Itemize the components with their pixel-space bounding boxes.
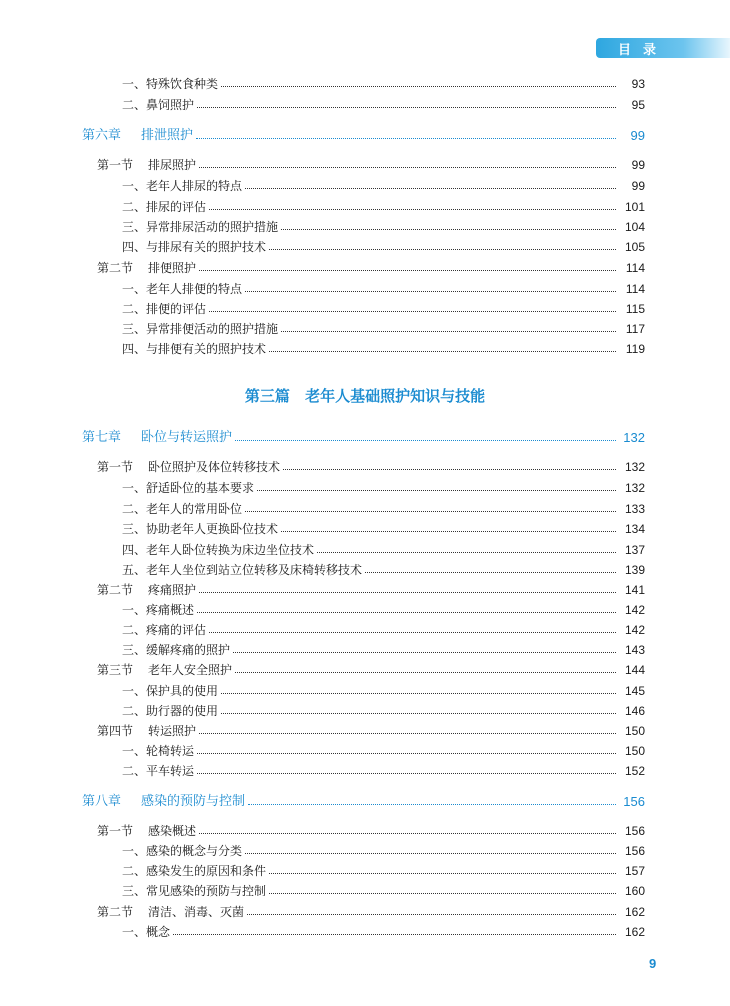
toc-item-row[interactable] <box>0 299 730 319</box>
dot-leader <box>245 511 616 512</box>
toc-item-row[interactable] <box>0 217 730 237</box>
toc-item-label: 五、老年人坐位到站立位转移及床椅转移技术 <box>122 563 363 577</box>
toc-page-number: 150 <box>624 744 645 758</box>
dot-leader <box>269 873 616 874</box>
section-title: 排便照护 <box>148 261 197 275</box>
toc-chapter-heading <box>0 428 232 448</box>
dot-leader <box>199 592 616 593</box>
header-label: 目录 <box>618 43 669 58</box>
toc-item-label: 二、排尿的评估 <box>122 200 207 214</box>
toc-item-row[interactable] <box>0 761 730 781</box>
dot-leader <box>269 351 616 352</box>
toc-item-label: 二、老年人的常用卧位 <box>122 502 243 516</box>
toc-item-row[interactable] <box>0 881 730 901</box>
toc-section-row[interactable] <box>0 821 730 841</box>
toc-section-heading <box>0 155 196 175</box>
dot-leader <box>199 833 616 834</box>
dot-leader <box>235 672 616 673</box>
toc-item-label: 一、概念 <box>122 925 171 939</box>
section-title: 卧位照护及体位转移技术 <box>148 460 281 474</box>
toc-page-number: 160 <box>624 884 645 898</box>
toc-item-row[interactable] <box>0 279 730 299</box>
dot-leader <box>247 914 616 915</box>
chapter-number: 第七章 <box>82 430 122 445</box>
toc-item-label: 一、保护具的使用 <box>122 684 219 698</box>
toc-item-row[interactable] <box>0 74 730 94</box>
toc-chapter-row[interactable] <box>0 428 730 448</box>
dot-leader <box>245 188 616 189</box>
toc-page-number: 150 <box>624 724 645 738</box>
toc-item-label: 二、平车转运 <box>122 764 195 778</box>
dot-leader <box>209 311 616 312</box>
toc-page-number: 132 <box>623 430 645 445</box>
dot-leader <box>199 270 616 271</box>
section-number: 第一节 <box>97 158 134 172</box>
toc-page-number: 132 <box>624 481 645 495</box>
toc-item-row[interactable] <box>0 922 730 942</box>
toc-item-label: 一、特殊饮食种类 <box>122 77 219 91</box>
dot-leader <box>257 490 616 491</box>
toc-page-number: 156 <box>624 844 645 858</box>
dot-leader <box>281 229 616 230</box>
page-number: 9 <box>649 956 657 971</box>
toc-page-number: 104 <box>624 220 645 234</box>
toc-page-number: 99 <box>630 128 645 143</box>
toc-section-row[interactable] <box>0 721 730 741</box>
section-title: 老年人安全照护 <box>148 663 233 677</box>
part-title: 第三篇 老年人基础照护知识与技能 <box>244 387 486 405</box>
dot-leader <box>245 853 616 854</box>
toc-section-row[interactable] <box>0 580 730 600</box>
chapter-title: 卧位与转运照护 <box>141 430 233 445</box>
toc-page-number: 99 <box>631 179 645 193</box>
section-number: 第四节 <box>97 724 134 738</box>
toc-item-label: 二、疼痛的评估 <box>122 623 207 637</box>
toc-item-label: 四、老年人卧位转换为床边坐位技术 <box>122 543 315 557</box>
toc-page-number: 95 <box>631 98 645 112</box>
toc-item-label: 四、与排便有关的照护技术 <box>122 342 267 356</box>
toc-item-row[interactable] <box>0 237 730 257</box>
dot-leader <box>245 291 616 292</box>
toc-chapter-heading <box>0 792 245 812</box>
toc-item-row[interactable] <box>0 499 730 519</box>
toc-page-number: 145 <box>624 684 645 698</box>
dot-leader <box>221 713 616 714</box>
toc-page-number: 99 <box>631 158 645 172</box>
dot-leader <box>199 733 616 734</box>
toc-page-number: 105 <box>624 240 645 254</box>
toc-item-label: 三、缓解疼痛的照护 <box>122 643 231 657</box>
toc-section-heading <box>0 902 244 922</box>
toc-page-number: 156 <box>624 824 645 838</box>
toc-page-number: 137 <box>624 543 645 557</box>
toc-page-number: 157 <box>624 864 645 878</box>
dot-leader <box>365 572 616 573</box>
toc-page-number: 114 <box>625 261 645 275</box>
toc-page-number: 142 <box>624 603 645 617</box>
toc-item-row[interactable] <box>0 701 730 721</box>
chapter-number: 第八章 <box>82 794 122 809</box>
toc-page-number: 117 <box>625 322 645 336</box>
toc-page-number: 156 <box>623 794 645 809</box>
toc-page-number: 133 <box>624 502 645 516</box>
section-number: 第二节 <box>97 583 134 597</box>
toc-item-label: 三、异常排尿活动的照护措施 <box>122 220 279 234</box>
toc-item-label: 一、老年人排便的特点 <box>122 282 243 296</box>
chapter-title: 感染的预防与控制 <box>141 794 246 809</box>
toc-item-row[interactable] <box>0 741 730 761</box>
toc-item-row[interactable] <box>0 540 730 560</box>
section-title: 疼痛照护 <box>148 583 197 597</box>
dot-leader <box>283 469 616 470</box>
toc-section-heading <box>0 258 196 278</box>
section-number: 第二节 <box>97 905 134 919</box>
toc-section-heading <box>0 660 232 680</box>
dot-leader <box>209 632 616 633</box>
dot-leader <box>233 652 616 653</box>
toc-item-row[interactable] <box>0 861 730 881</box>
toc-item-label: 三、协助老年人更换卧位技术 <box>122 522 279 536</box>
toc-page-number: 115 <box>625 302 645 316</box>
dot-leader <box>248 804 616 805</box>
toc-page-number: 101 <box>624 200 645 214</box>
chapter-number: 第六章 <box>82 128 122 143</box>
toc-item-label: 二、排便的评估 <box>122 302 207 316</box>
section-title: 转运照护 <box>148 724 197 738</box>
toc-item-label: 二、感染发生的原因和条件 <box>122 864 267 878</box>
dot-leader <box>269 893 616 894</box>
toc-section-heading <box>0 457 280 477</box>
toc-item-row[interactable] <box>0 681 730 701</box>
toc-item-row[interactable] <box>0 841 730 861</box>
toc-page-number: 119 <box>625 342 645 356</box>
toc-page-number: 134 <box>624 522 645 536</box>
toc-page-number: 132 <box>624 460 645 474</box>
toc-item-row[interactable] <box>0 519 730 539</box>
toc-page-number: 114 <box>625 282 645 296</box>
toc-chapter-heading <box>0 126 193 146</box>
dot-leader <box>199 167 616 168</box>
toc-item-label: 一、老年人排尿的特点 <box>122 179 243 193</box>
toc-page-number: 162 <box>624 905 645 919</box>
chapter-title: 排泄照护 <box>141 128 194 143</box>
toc-item-row[interactable] <box>0 197 730 217</box>
toc-section-row[interactable] <box>0 457 730 477</box>
toc-item-label: 一、轮椅转运 <box>122 744 195 758</box>
toc-item-row[interactable] <box>0 560 730 580</box>
dot-leader <box>317 552 616 553</box>
toc-item-label: 二、助行器的使用 <box>122 704 219 718</box>
dot-leader <box>235 440 616 441</box>
dot-leader <box>281 331 616 332</box>
toc-item-row[interactable] <box>0 640 730 660</box>
dot-leader <box>196 138 616 139</box>
toc-page-number: 142 <box>624 623 645 637</box>
toc-item-row[interactable] <box>0 478 730 498</box>
toc-section-row[interactable] <box>0 155 730 175</box>
dot-leader <box>173 934 616 935</box>
toc-page-number: 143 <box>624 643 645 657</box>
toc-item-label: 一、感染的概念与分类 <box>122 844 243 858</box>
toc-item-label: 一、疼痛概述 <box>122 603 195 617</box>
section-number: 第三节 <box>97 663 134 677</box>
section-title: 清洁、消毒、灭菌 <box>148 905 245 919</box>
toc-item-row[interactable] <box>0 95 730 115</box>
toc-item-label: 一、舒适卧位的基本要求 <box>122 481 255 495</box>
toc-section-heading <box>0 721 196 741</box>
section-title: 排尿照护 <box>148 158 197 172</box>
toc-item-row[interactable] <box>0 600 730 620</box>
dot-leader <box>209 209 616 210</box>
toc-page-number: 141 <box>624 583 645 597</box>
dot-leader <box>197 773 616 774</box>
section-number: 第二节 <box>97 261 134 275</box>
toc-section-row[interactable] <box>0 902 730 922</box>
toc-item-label: 四、与排尿有关的照护技术 <box>122 240 267 254</box>
toc-chapter-row[interactable] <box>0 126 730 146</box>
toc-item-row[interactable] <box>0 339 730 359</box>
dot-leader <box>281 531 616 532</box>
toc-chapter-row[interactable] <box>0 792 730 812</box>
toc-page-number: 146 <box>624 704 645 718</box>
dot-leader <box>269 249 616 250</box>
dot-leader <box>221 693 616 694</box>
toc-section-row[interactable] <box>0 258 730 278</box>
dot-leader <box>197 753 616 754</box>
toc-page-number: 144 <box>624 663 645 677</box>
dot-leader <box>197 107 616 108</box>
toc-page-number: 139 <box>624 563 645 577</box>
toc-section-heading <box>0 821 196 841</box>
section-number: 第一节 <box>97 824 134 838</box>
toc-item-row[interactable] <box>0 176 730 196</box>
toc-item-row[interactable] <box>0 620 730 640</box>
dot-leader <box>221 86 616 87</box>
toc-page-number: 152 <box>624 764 645 778</box>
toc-item-label: 二、鼻饲照护 <box>122 98 195 112</box>
toc-item-label: 三、异常排便活动的照护措施 <box>122 322 279 336</box>
toc-item-label: 三、常见感染的预防与控制 <box>122 884 267 898</box>
section-title: 感染概述 <box>148 824 197 838</box>
toc-item-row[interactable] <box>0 319 730 339</box>
toc-section-row[interactable] <box>0 660 730 680</box>
toc-page-number: 162 <box>624 925 645 939</box>
section-number: 第一节 <box>97 460 134 474</box>
toc-page-number: 93 <box>631 77 645 91</box>
dot-leader <box>197 612 616 613</box>
toc-section-heading <box>0 580 196 600</box>
